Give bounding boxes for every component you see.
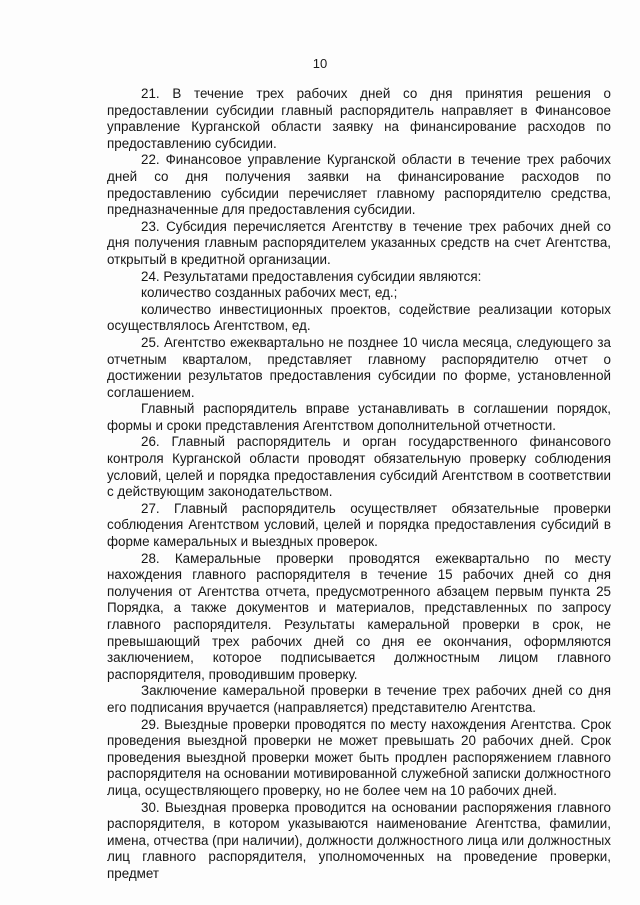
paragraph-28-conclusion: Заключение камеральной проверки в течение трех рабочих дней со дня его подписания вручается (направляется) представителю Агентства. (107, 683, 611, 715)
paragraph-23: 23. Субсидия перечисляется Агентству в течение трех рабочих дней со дня получения главным распорядителем указанных средств на счет Агентства, открытый в кредитной организации. (107, 218, 611, 267)
paragraph-22: 22. Финансовое управление Курганской области в течение трех рабочих дней со дня получения заявки на финансирование расходов по предоставлению субсидии перечисляет главному распорядителю средства, предназначенные для предоставления субсидии. (107, 152, 611, 218)
paragraph-25: 25. Агентство ежеквартально не позднее 10 числа месяца, следующего за отчетным кварталом, представляет главному распорядителю отчет о достижении результатов предоставления субсидии по форме, установленной соглашением. (107, 334, 611, 400)
paragraph-24: 24. Результатами предоставления субсидии являются: (141, 268, 482, 284)
paragraph-26: 26. Главный распорядитель и орган государственного финансового контроля Курганской области проводят обязательную проверку соблюдения условий, целей и порядка предоставления субсидий Агентством в соответствии с действующим законодательством. (107, 434, 611, 500)
paragraph-27: 27. Главный распорядитель осуществляет обязательные проверки соблюдения Агентством условий, целей и порядка предоставления субсидий в форме камеральных и выездных проверок. (107, 500, 611, 550)
paragraph-29: 29. Выездные проверки проводятся по месту нахождения Агентства. Срок проведения выездной проверки не может превышать 20 рабочих дней. Срок проведения выездной проверки может быть продлен распоряжением главного распорядителя на основании мотивированной служебной записки должностного лица, осуществляющего проверку, но не более чем на 10 рабочих дней. (107, 716, 611, 798)
page-number: 10 (312, 56, 328, 71)
document-body (107, 86, 611, 883)
paragraph-24-item-jobs: количество созданных рабочих мест, ед.; (141, 285, 398, 301)
paragraph-30: 30. Выездная проверка проводится на основании распоряжения главного распорядителя, в котором указываются наименование Агентства, фамилии, имена, отчества (при наличии), должности должностного лица или должностных лиц главного распорядителя, уполномоченных на проведение проверки, предмет (107, 799, 611, 881)
paragraph-24-item-projects: количество инвестиционных проектов, содействие реализации которых осуществлялось Агентством, ед. (107, 301, 611, 334)
paragraph-25-reporting: Главный распорядитель вправе устанавливать в соглашении порядок, формы и сроки представления Агентством дополнительной отчетности. (107, 401, 611, 433)
paragraph-28: 28. Камеральные проверки проводятся ежеквартально по месту нахождения главного распорядителя в течение 15 рабочих дней со дня получения от Агентства отчета, предусмотренного абзацем первым пункта 25 Порядка, а также документов и материалов, представленных по запросу главного распорядителя. Результаты камеральной проверки в срок, не превышающий трех рабочих дней со дня ее окончания, оформляются заключением, которое подписывается должностным лицом главного распорядителя, проводившим проверку. (107, 550, 611, 682)
paragraph-21: 21. В течение трех рабочих дней со дня принятия решения о предоставлении субсидии главный распорядитель направляет в Финансовое управление Курганской области заявку на финансирование расходов по предоставлению субсидии. (107, 86, 611, 151)
